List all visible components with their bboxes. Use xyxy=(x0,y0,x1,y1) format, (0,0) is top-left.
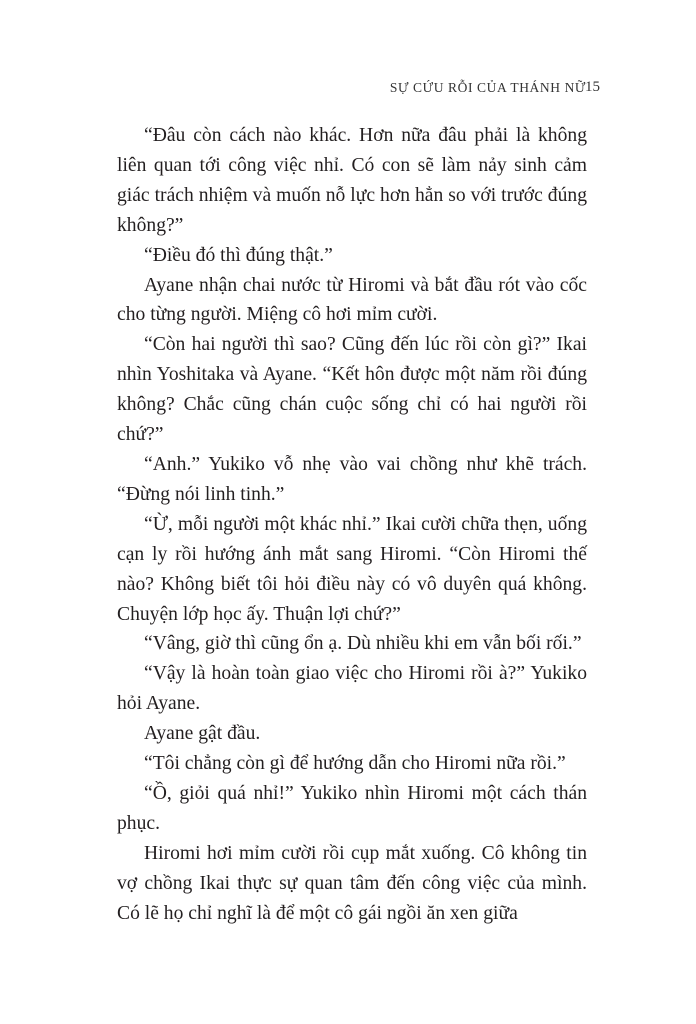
paragraph: “Đâu còn cách nào khác. Hơn nữa đâu phải là không liên quan tới công việc nhỉ. Có con sẽ làm nảy sinh cảm giác trách nhiệm và muốn nỗ lực hơn hẳn so với trước đúng không?” xyxy=(117,125,587,236)
paragraph: Hiromi hơi mỉm cười rồi cụp mắt xuống. Cô không tin vợ chồng Ikai thực sự quan tâm đến công việc của mình. Có lẽ họ chỉ nghĩ là để một cô gái ngồi ăn xen giữa xyxy=(117,842,587,924)
paragraph: Ayane gật đầu. xyxy=(144,723,261,745)
paragraph: “Điều đó thì đúng thật.” xyxy=(144,244,333,266)
paragraph: “Vâng, giờ thì cũng ổn ạ. Dù nhiều khi em vẫn bối rối.” xyxy=(144,633,582,655)
paragraph: “Anh.” Yukiko vỗ nhẹ vào vai chồng như khẽ trách. “Đừng nói linh tinh.” xyxy=(117,453,587,505)
paragraph: “Ồ, giỏi quá nhỉ!” Yukiko nhìn Hiromi một cách thán phục. xyxy=(117,782,587,834)
paragraph: “Tôi chẳng còn gì để hướng dẫn cho Hiromi nữa rồi.” xyxy=(144,753,566,775)
paragraph: Ayane nhận chai nước từ Hiromi và bắt đầu rót vào cốc cho từng người. Miệng cô hơi mỉm cười. xyxy=(117,274,587,326)
running-title: SỰ CỨU RỖI CỦA THÁNH NỮ xyxy=(389,80,586,95)
page-number: 15 xyxy=(585,79,600,95)
body-text xyxy=(117,121,587,928)
paragraph: “Còn hai người thì sao? Cũng đến lúc rồi còn gì?” Ikai nhìn Yoshitaka và Ayane. “Kết hôn được một năm rồi đúng không? Chắc cũng chán cuộc sống chỉ có hai người rồi chứ?” xyxy=(117,334,587,446)
paragraph: “Ừ, mỗi người một khác nhỉ.” Ikai cười chữa thẹn, uống cạn ly rồi hướng ánh mắt sang Hiromi. “Còn Hiromi thế nào? Không biết tôi hỏi điều này có vô duyên quá không. Chuyện lớp học ấy. Thuận lợi chứ?” xyxy=(117,513,587,625)
paragraph: “Vậy là hoàn toàn giao việc cho Hiromi rồi à?” Yukiko hỏi Ayane. xyxy=(117,663,587,715)
